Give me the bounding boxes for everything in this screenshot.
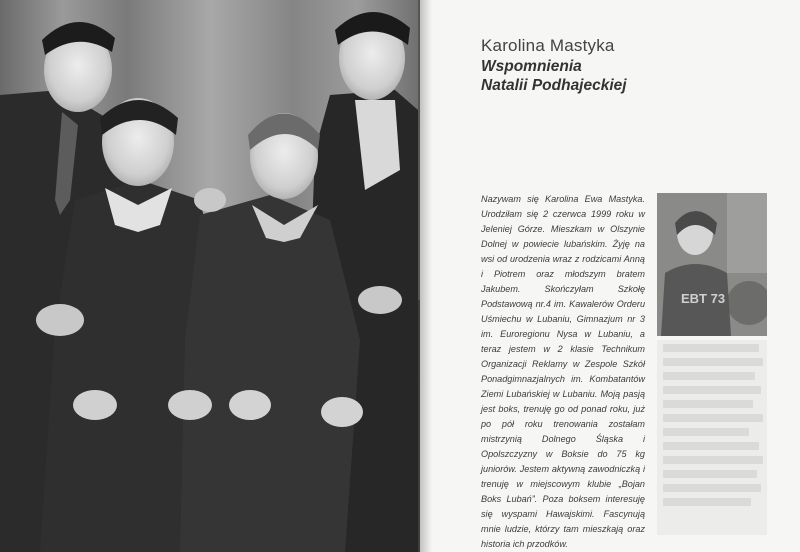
author-portrait-image bbox=[657, 193, 767, 336]
author-portrait-photo bbox=[657, 193, 767, 336]
page-gutter bbox=[418, 0, 432, 552]
author-bio: Nazywam się Karolina Ewa Mastyka. Urodziłam się 2 czerwca 1999 roku w Jeleniej Górze. Mieszkam w Olszynie Dolnej w powiecie lubańskim. Żyję na wsi od urodzenia wraz z rodzicami Anną i Piotrem oraz młodszym bratem Jakubem. Skończyłam Szkołę Podstawową nr.4 im. Kawalerów Orderu Uśmiechu w Lubaniu, Gimnazjum nr 3 im. Euroregionu Nysa w Lubaniu, a teraz jestem w 2 klasie Technikum Organizacji Reklamy w Zespole Szkół Ponadgimnazjalnych im. Kombatantów Ziemi Lubańskiej w Lubaniu. Moją pasją jest boks, trenuję go od ponad roku, już po pół roku trenowania zostałam mistrzynią Dolnego Śląska i Opolszczyzny w Boksie do 75 kg juniorów. Jestem aktywną zawodniczką i trenuję w miejscowym klubie „Bojan Boks Lubań”. Poza boksem interesuję się wyspami Hawajskimi. Fascynują mnie ludzie, którzy tam mieszkają oraz historia ich przodków. bbox=[481, 194, 645, 549]
article-title-line-1: Wspomnienia bbox=[481, 58, 582, 75]
faded-text-column bbox=[657, 340, 767, 535]
article-author: Karolina Mastyka bbox=[481, 36, 615, 55]
portrait-shirt-text: EBT 73 bbox=[681, 291, 726, 306]
article-title-line-2: Natalii Podhajeckiej bbox=[481, 77, 627, 94]
article-title bbox=[481, 57, 627, 95]
